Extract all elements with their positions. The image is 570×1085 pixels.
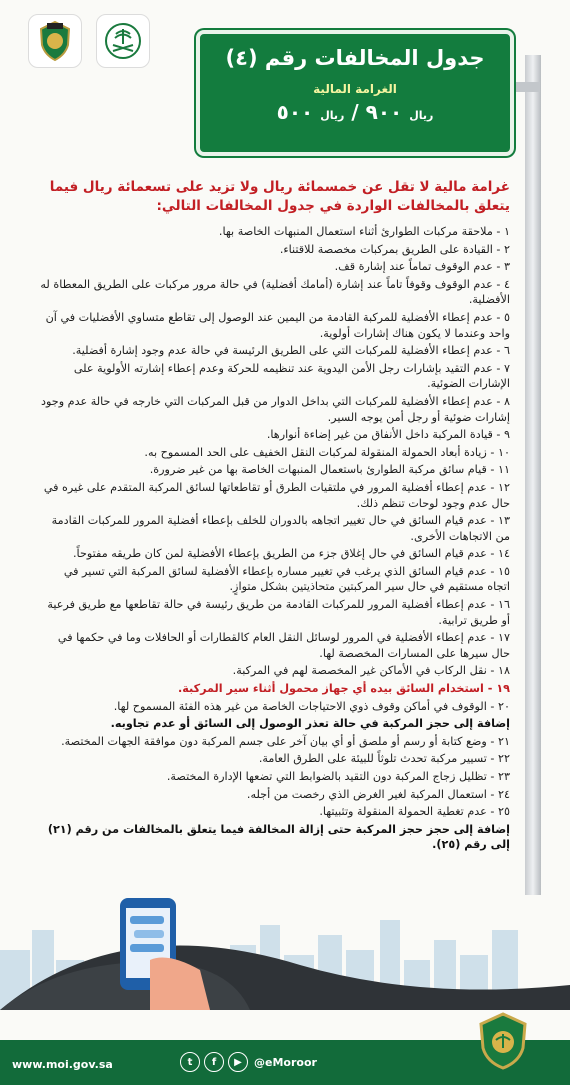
- violations-sign: [196, 30, 514, 156]
- list-item: ١٣ - عدم قيام السائق في حال تغيير اتجاهه بالدوران للخلف بإعطاء أفضلية المرور للمركبات القادمة من الاتجاهات الأخرى.: [51, 514, 510, 543]
- youtube-icon[interactable]: ▶: [228, 1052, 248, 1072]
- list-item: ٢٠ - الوقوف في أماكن وقوف ذوي الاحتياجات الخاصة من غير هذه الفئة المسموح لها.: [113, 699, 510, 713]
- list-item: ٥ - عدم إعطاء الأفضلية للمركبة القادمة من اليمين عند الوصول إلى تقاطع متساوي الأفضليات في آن واحد وعندما لا يكون هناك إشارات أولوية.: [45, 310, 510, 340]
- list-note: إضافة إلى حجز المركبة في حالة تعذر الوصول إلى السائق أو عدم تجاوبه.: [110, 717, 510, 731]
- amount-separator: /: [351, 100, 359, 124]
- palm-swords-icon: [104, 22, 142, 60]
- list-item: ٢٣ - تظليل زجاج المركبة دون التقيد بالضوابط التي تضعها الإدارة المختصة.: [166, 770, 510, 783]
- list-item: ٢٤ - استعمال المركبة لغير الغرض الذي رخصت من أجله.: [246, 787, 510, 801]
- twitter-icon[interactable]: t: [180, 1052, 200, 1072]
- currency-label: ريال: [320, 109, 345, 122]
- list-note: إضافة إلى حجز حجز المركبة حتى إزالة المخالفة فيما يتعلق بالمخالفات من رقم (٢١) إلى رقم (٢٥).: [47, 822, 510, 852]
- list-item: ١٠ - زيادة أبعاد الحمولة المنقولة لمركبات النقل الخفيف على الحد المسموح به.: [144, 445, 510, 459]
- list-item: ١٤ - عدم قيام السائق في حال إغلاق جزء من الطريق بإعطاء الأفضلية لمن كان طريقه مفتوحاً.: [73, 547, 510, 561]
- list-item: ١٧ - عدم إعطاء الأفضلية في المرور لوسائل النقل العام كالقطارات أو الحافلات وما في حكمها في حال سيرها على المسارات المخصصة لها.: [57, 631, 510, 660]
- list-item: ٢ - القيادة على الطريق بمركبات مخصصة للاقتناء.: [279, 242, 510, 256]
- currency-label: ريال: [409, 109, 434, 122]
- intro-text: غرامة مالية لا تقل عن خمسمائة ريال ولا تزيد على تسعمائة ريال فيما يتعلق بالمخالفات الواردة في جدول المخالفات التالي:: [49, 179, 510, 214]
- list-item: ٤ - عدم الوقوف وقوفاً تاماً عند إشارة (أمامك أفضلية) في حالة مرور مركبات على الطريق المعطاة له الأفضلية.: [40, 277, 510, 307]
- list-item-highlighted: ١٩ - استخدام السائق بيده أي جهاز محمول أثناء سير المركبة.: [177, 682, 510, 696]
- list-item: ٧ - عدم التقيد بإشارات رجل الأمن اليدوية عند تنظيمه للحركة وعدم إعطاء إشارته الأولوية على الإشارات الضوئية.: [73, 361, 510, 391]
- violations-list: [40, 224, 510, 855]
- facebook-icon[interactable]: f: [204, 1052, 224, 1072]
- sign-title: جدول المخالفات رقم (٤): [225, 46, 485, 70]
- fine-range: [200, 100, 510, 124]
- list-item: ٩ - قيادة المركبة داخل الأنفاق من غير إضاءة أنوارها.: [266, 428, 510, 442]
- sign-subtitle: الغرامة المالية: [313, 82, 397, 96]
- list-item: ١٨ - نقل الركاب في الأماكن غير المخصصة لهم في المركبة.: [232, 664, 510, 678]
- social-links: [180, 1052, 317, 1072]
- amount-max: ٩٠٠: [365, 100, 403, 124]
- ministry-logo: [96, 14, 150, 68]
- list-item: ٢١ - وضع كتابة أو رسم أو ملصق أو أي بيان آخر على جسم المركبة دون موافقة الجهات المختصة.: [61, 734, 510, 748]
- list-item: ١٥ - عدم قيام السائق الذي يرغب في تغيير مساره بإعطاء الأفضلية لسائق المركبة التي تسير في اتجاه مستقيم في حال سير المركبتين متحاذيتين بشكل متوازٍ.: [63, 564, 510, 594]
- police-badge-icon: [35, 19, 75, 63]
- list-item: ١١ - قيام سائق مركبة الطوارئ باستعمال المنبهات الخاصة بها من غير ضرورة.: [149, 463, 510, 477]
- list-item: ٢٢ - تسيير مركبة تحدث تلوثاً للبيئة على الطرق العامة.: [258, 752, 510, 766]
- traffic-emblem-icon: [475, 1010, 531, 1072]
- list-item: ٢٥ - عدم تغطية الحمولة المنقولة وتثبيتها.: [319, 805, 510, 819]
- list-item: ١٢ - عدم إعطاء أفضلية المرور في ملتقيات الطرق أو تقاطعاتها لسائق المركبة المتقدم على غيره في حال عدم وجود لوحات تنظم ذلك.: [43, 480, 510, 510]
- sign-post: [525, 55, 541, 895]
- list-item: ٣ - عدم الوقوف تماماً عند إشارة قف.: [334, 260, 510, 274]
- city-car-illustration: [0, 890, 570, 1010]
- website-link[interactable]: www.moi.gov.sa: [12, 1058, 113, 1071]
- list-item: ١ - ملاحقة مركبات الطوارئ أثناء استعمال المنبهات الخاصة بها.: [218, 225, 510, 238]
- list-item: ١٦ - عدم إعطاء أفضلية المرور للمركبات القادمة من طريق رئيسة في حالة تقاطعها مع طريق فرعية أو طريق ترابية.: [47, 598, 510, 627]
- list-item: ٦ - عدم إعطاء الأفضلية للمركبات التي على الطريق الرئيسة في حالة عدم وجود إشارة أفضلية.: [72, 344, 510, 358]
- amount-min: ٥٠٠: [276, 100, 314, 124]
- social-handle[interactable]: @eMoroor: [254, 1055, 317, 1069]
- traffic-police-logo: [28, 14, 82, 68]
- list-item: ٨ - عدم إعطاء الأفضلية للمركبات التي بداخل الدوار من قبل المركبات التي خارجه في حالة عدم وجود إشارات ضوئية أو رجل أمن يوجه السير.: [41, 394, 510, 424]
